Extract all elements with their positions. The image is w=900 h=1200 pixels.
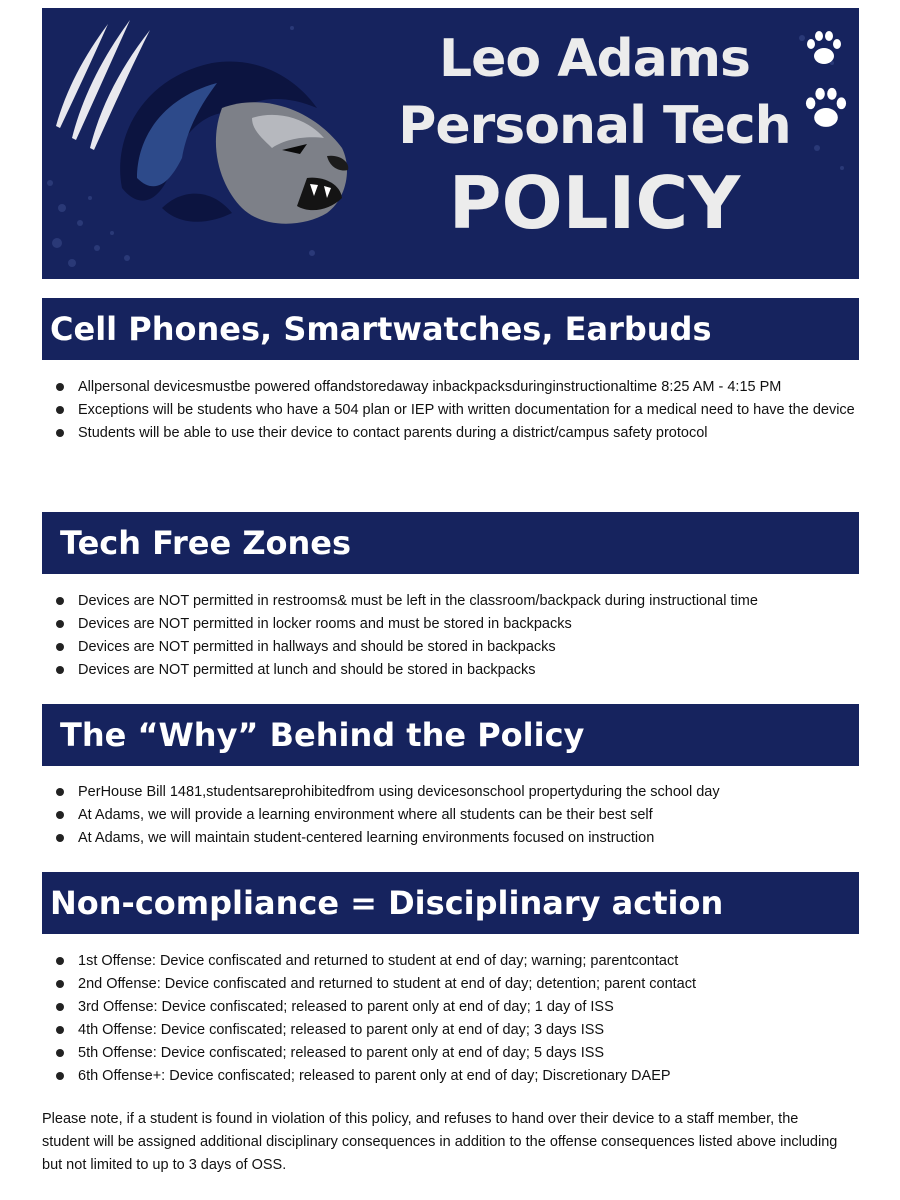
list-item: 1st Offense: Device confiscated and returned to student at end of day; warning; parentcontact <box>52 951 862 971</box>
title-line-school: Leo Adams <box>439 29 750 89</box>
section-heading-why: The “Why” Behind the Policy <box>42 704 859 766</box>
header-banner <box>42 8 859 279</box>
title-line-policy: POLICY <box>448 161 741 245</box>
list-item: Devices are NOT permitted at lunch and should be stored in backpacks <box>52 660 862 680</box>
lion-mascot-icon <box>102 38 362 248</box>
tech-free-zones-list <box>52 591 862 683</box>
title-line-subject: Personal Tech <box>398 96 791 156</box>
list-item: Students will be able to use their device to contact parents during a district/campus safety protocol <box>52 423 862 443</box>
list-item: 2nd Offense: Device confiscated and returned to student at end of day; detention; parent contact <box>52 974 862 994</box>
devices-list <box>52 377 862 446</box>
list-item: Allpersonal devicesmustbe powered offandstoredaway inbackpacksduringinstructionaltime 8:25 AM - 4:15 PM <box>52 377 862 397</box>
section-heading-tech-free-zones: Tech Free Zones <box>42 512 859 574</box>
why-list <box>52 782 862 851</box>
list-item: 6th Offense+: Device confiscated; released to parent only at end of day; Discretionary DAEP <box>52 1066 862 1086</box>
list-item: Devices are NOT permitted in restrooms& must be left in the classroom/backpack during instructional time <box>52 591 862 611</box>
list-item: At Adams, we will maintain student-centered learning environments focused on instruction <box>52 828 862 848</box>
list-item: 4th Offense: Device confiscated; released to parent only at end of day; 3 days ISS <box>52 1020 862 1040</box>
list-item: Exceptions will be students who have a 504 plan or IEP with written documentation for a medical need to have the device <box>52 400 862 420</box>
policy-note: Please note, if a student is found in violation of this policy, and refuses to hand over their device to a staff member, the student will be assigned additional disciplinary consequences in addition to the offense consequences listed above including but not limited to up to 3 days of OSS. <box>42 1111 838 1173</box>
section-heading-non-compliance: Non-compliance = Disciplinary action <box>42 872 859 934</box>
list-item: Devices are NOT permitted in hallways and should be stored in backpacks <box>52 637 862 657</box>
list-item: Devices are NOT permitted in locker rooms and must be stored in backpacks <box>52 614 862 634</box>
list-item: 3rd Offense: Device confiscated; released to parent only at end of day; 1 day of ISS <box>52 997 862 1017</box>
list-item: PerHouse Bill 1481,studentsareprohibitedfrom using devicesonschool propertyduring the school day <box>52 782 862 802</box>
section-heading-devices: Cell Phones, Smartwatches, Earbuds <box>42 298 859 360</box>
page-title <box>342 26 847 246</box>
list-item: At Adams, we will provide a learning environment where all students can be their best self <box>52 805 862 825</box>
list-item: 5th Offense: Device confiscated; released to parent only at end of day; 5 days ISS <box>52 1043 862 1063</box>
offense-list <box>52 951 862 1089</box>
